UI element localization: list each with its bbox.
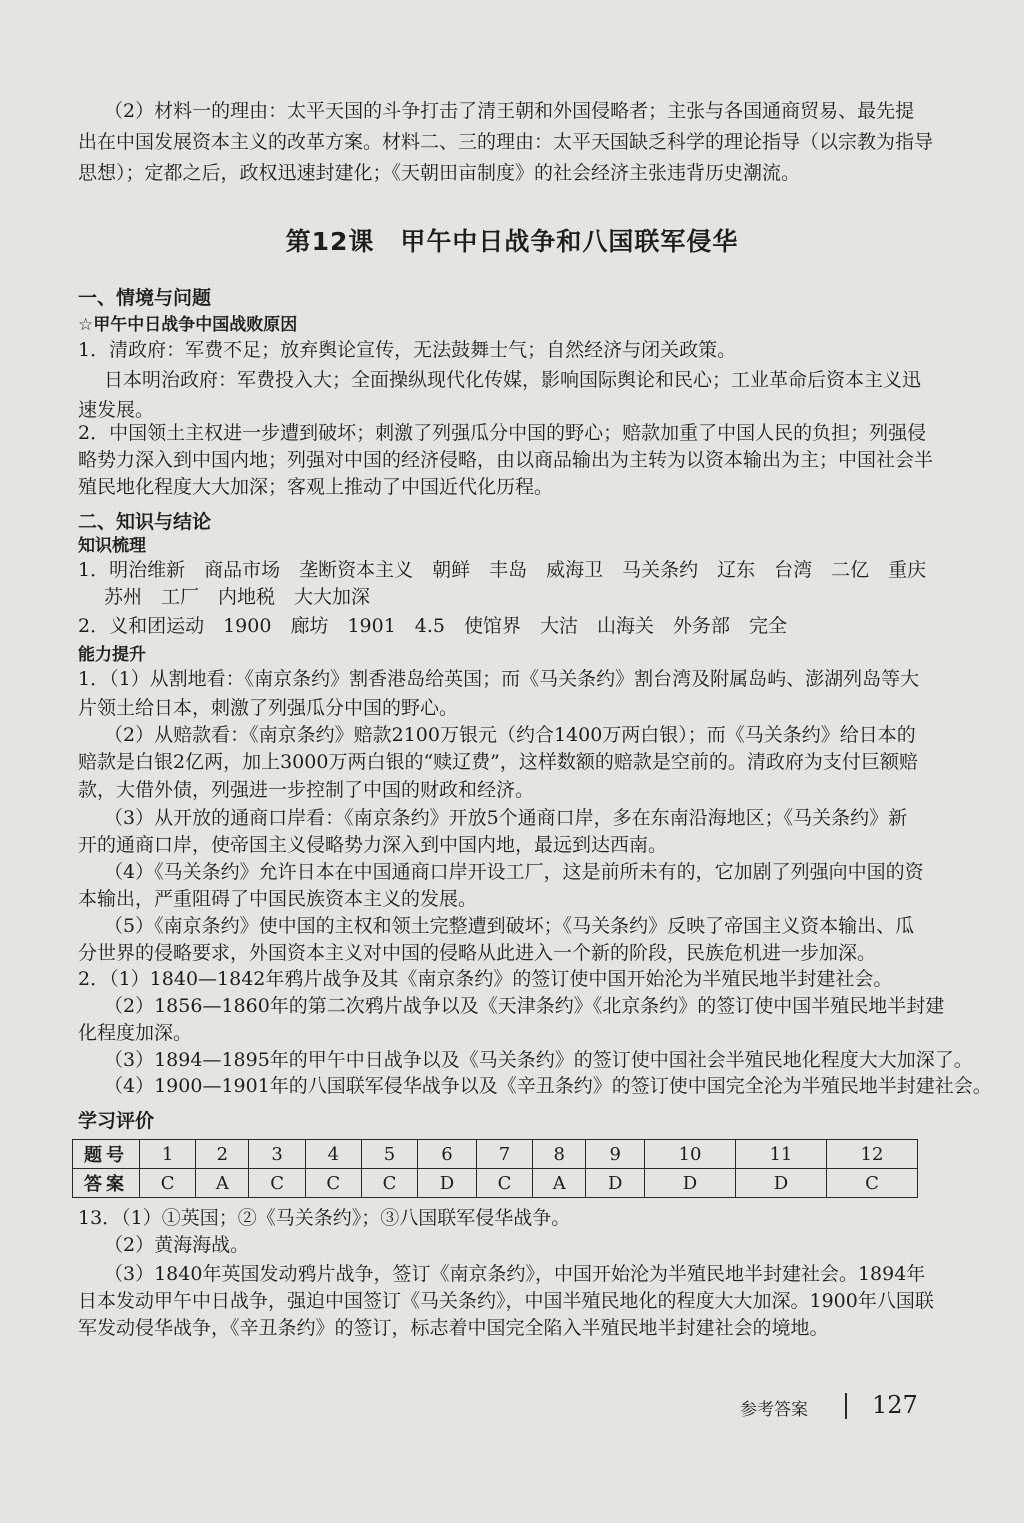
paragraph-line: 化程度加深。 xyxy=(78,1022,193,1044)
answer-table xyxy=(72,1139,918,1198)
knowledge-line: 2．义和团运动 1900 廊坊 1901 4.5 使馆界 大沽 山海关 外务部 完全 xyxy=(78,615,788,637)
paragraph-line: （4）《马关条约》允许日本在中国通商口岸开设工厂，这是前所未有的，它加剧了列强向中国的资 xyxy=(104,861,924,883)
paragraph-line: 13．（1）①英国；②《马关条约》；③八国联军侵华战争。 xyxy=(78,1207,571,1229)
answer-cell: C xyxy=(361,1169,417,1198)
question-number: 10 xyxy=(645,1140,736,1169)
answer-cell: A xyxy=(196,1169,249,1198)
question-number: 3 xyxy=(249,1140,305,1169)
answer-cell: A xyxy=(533,1169,586,1198)
paragraph-line: 殖民地化程度大大加深；客观上推动了中国近代化历程。 xyxy=(78,476,554,498)
lesson-title: 第12课 甲午中日战争和八国联军侵华 xyxy=(285,227,739,256)
paragraph-line: 本输出，严重阻碍了中国民族资本主义的发展。 xyxy=(78,888,478,910)
question-number: 12 xyxy=(826,1140,917,1169)
paragraph-line: 开的通商口岸，使帝国主义侵略势力深入到中国内地，最远到达西南。 xyxy=(78,834,668,856)
answer-cell: D xyxy=(735,1169,826,1198)
paragraph-line: （2）黄海海战。 xyxy=(104,1234,250,1256)
footer-divider xyxy=(845,1393,847,1419)
paragraph-line: 2．中国领土主权进一步遭到破坏；刺激了列强瓜分中国的野心；赔款加重了中国人民的负担；列强侵 xyxy=(78,422,927,444)
answer-cell: C xyxy=(140,1169,196,1198)
paragraph-line: （2）1856—1860年的第二次鸦片战争以及《天津条约》《北京条约》的签订使中国半殖民地半封建 xyxy=(104,995,945,1017)
section-subheading-ability: 能力提升 xyxy=(78,645,146,665)
paragraph-line: 赔款是白银2亿两，加上3000万两白银的“赎辽费”，这样数额的赔款是空前的。清政府为支付巨额赔 xyxy=(78,751,918,773)
paragraph-line: 款，大借外债，列强进一步控制了中国的财政和经济。 xyxy=(78,779,535,801)
table-row-answers xyxy=(73,1169,918,1198)
question-number: 5 xyxy=(361,1140,417,1169)
paragraph-line: 1．清政府：军费不足；放弃舆论宣传，无法鼓舞士气；自然经济与闭关政策。 xyxy=(78,339,737,361)
paragraph-line: 军发动侵华战争，《辛丑条约》的签订，标志着中国完全陷入半殖民地半封建社会的境地。 xyxy=(78,1317,829,1339)
footer-label: 参考答案 xyxy=(740,1400,808,1420)
paragraph-line: （3）1894—1895年的甲午中日战争以及《马关条约》的签订使中国社会半殖民地化程度大大加深了。 xyxy=(104,1049,973,1071)
section-heading-1: 一、情境与问题 xyxy=(78,287,212,309)
paragraph-line: （2）从赔款看：《南京条约》赔款2100万银元（约合1400万两白银）；而《马关条约》给日本的 xyxy=(104,724,916,746)
question-number: 1 xyxy=(140,1140,196,1169)
answer-cell: C xyxy=(305,1169,361,1198)
answer-cell: D xyxy=(586,1169,645,1198)
answer-cell: D xyxy=(418,1169,477,1198)
knowledge-line: 1．明治维新 商品市场 垄断资本主义 朝鲜 丰岛 威海卫 马关条约 辽东 台湾 二亿 重庆 xyxy=(78,559,927,581)
question-number: 2 xyxy=(196,1140,249,1169)
section-subheading: ☆甲午中日战争中国战败原因 xyxy=(78,315,298,335)
paragraph-line: （4）1900—1901年的八国联军侵华战争以及《辛丑条约》的签订使中国完全沦为半殖民地半封建社会。 xyxy=(104,1075,992,1097)
page-number: 127 xyxy=(872,1391,918,1419)
question-number: 4 xyxy=(305,1140,361,1169)
paragraph-line: 日本发动甲午中日战争，强迫中国签订《马关条约》，中国半殖民地化的程度大大加深。1900年八国联 xyxy=(78,1290,934,1312)
answer-cell: C xyxy=(826,1169,917,1198)
answer-cell: C xyxy=(249,1169,305,1198)
table-row-numbers xyxy=(73,1140,918,1169)
knowledge-line: 苏州 工厂 内地税 大大加深 xyxy=(104,586,371,608)
question-number: 8 xyxy=(533,1140,586,1169)
question-number: 6 xyxy=(418,1140,477,1169)
paragraph-line: 速发展。 xyxy=(78,399,155,421)
paragraph-line: 日本明治政府：军费投入大；全面操纵现代化传媒，影响国际舆论和民心；工业革命后资本主义迅 xyxy=(104,369,922,391)
section-subheading-knowledge: 知识梳理 xyxy=(78,536,146,556)
top-paragraph-line: 出在中国发展资本主义的改革方案。材料二、三的理由：太平天国缺乏科学的理论指导（以宗教为指导 xyxy=(78,131,934,153)
answer-cell: D xyxy=(645,1169,736,1198)
question-number: 9 xyxy=(586,1140,645,1169)
paragraph-line: （5）《南京条约》使中国的主权和领土完整遭到破坏；《马关条约》反映了帝国主义资本输出、瓜 xyxy=(104,915,915,937)
top-paragraph-line: 思想）；定都之后，政权迅速封建化；《天朝田亩制度》的社会经济主张违背历史潮流。 xyxy=(78,162,801,184)
evaluation-heading: 学习评价 xyxy=(78,1110,155,1132)
paragraph-line: 1．（1）从割地看：《南京条约》割香港岛给英国；而《马关条约》割台湾及附属岛屿、澎湖列岛等大 xyxy=(78,668,920,690)
paragraph-line: 2．（1）1840—1842年鸦片战争及其《南京条约》的签订使中国开始沦为半殖民地半封建社会。 xyxy=(78,968,893,990)
paragraph-line: 片领土给日本，刺激了列强瓜分中国的野心。 xyxy=(78,697,459,719)
question-number: 11 xyxy=(735,1140,826,1169)
answer-cell: C xyxy=(476,1169,532,1198)
paragraph-line: 略势力深入到中国内地；列强对中国的经济侵略，由以商品输出为主转为以资本输出为主；中国社会半 xyxy=(78,449,934,471)
row-label-question: 题号 xyxy=(73,1140,140,1169)
question-number: 7 xyxy=(476,1140,532,1169)
paragraph-line: 分世界的侵略要求，外国资本主义对中国的侵略从此进入一个新的阶段，民族危机进一步加深。 xyxy=(78,942,877,964)
section-heading-2: 二、知识与结论 xyxy=(78,511,212,533)
paragraph-line: （3）1840年英国发动鸦片战争，签订《南京条约》，中国开始沦为半殖民地半封建社会。1894年 xyxy=(104,1263,926,1285)
row-label-answer: 答案 xyxy=(73,1169,140,1198)
paragraph-line: （3）从开放的通商口岸看：《南京条约》开放5个通商口岸，多在东南沿海地区；《马关条约》新 xyxy=(104,807,908,829)
top-paragraph-line: （2）材料一的理由：太平天国的斗争打击了清王朝和外国侵略者；主张与各国通商贸易、最先提 xyxy=(104,100,915,122)
